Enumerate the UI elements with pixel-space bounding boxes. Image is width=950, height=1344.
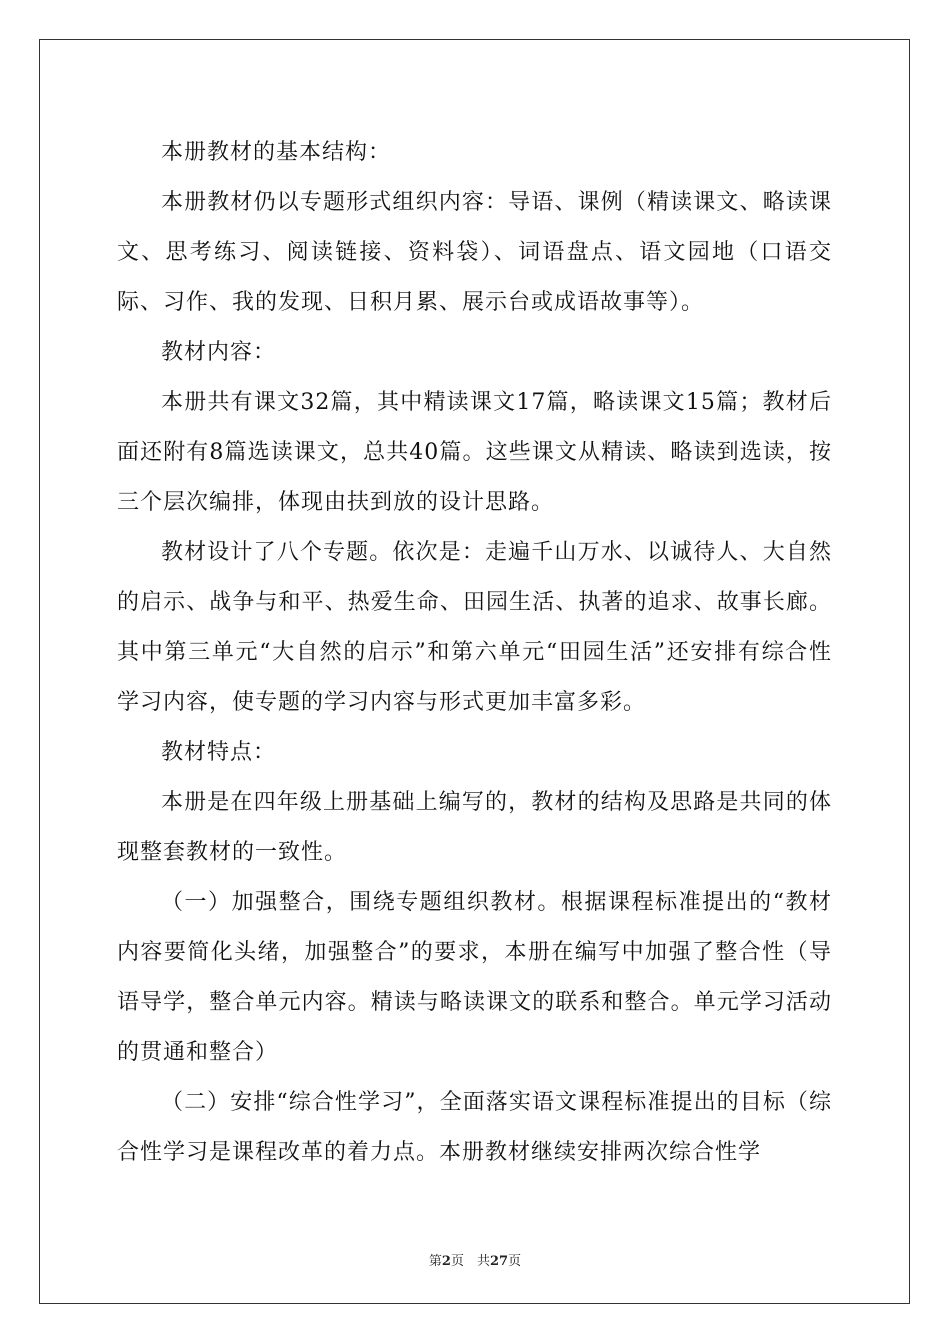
paragraph-comprehensive-learning: （二）安排“综合性学习”，全面落实语文课程标准提出的目标（综合性学习是课程改革的着力点。本册教材继续安排两次综合性学	[117, 1090, 832, 1165]
paragraph-features: 本册是在四年级上册基础上编写的，教材的结构及思路是共同的体现整套教材的一致性。	[117, 790, 832, 865]
footer-prefix: 第	[428, 1254, 442, 1269]
page-footer	[0, 1250, 950, 1269]
footer-page-total: 27	[489, 1254, 509, 1269]
paragraph-content-heading: 教材内容：	[161, 340, 277, 365]
footer-suffix: 页	[508, 1254, 522, 1269]
paragraph-structure-heading: 本册教材的基本结构：	[161, 140, 392, 165]
paragraph-topics: 教材设计了八个专题。依次是：走遍千山万水、以诚待人、大自然的启示、战争与和平、热爱生命、田园生活、执著的追求、故事长廊。其中第三单元“大自然的启示”和第六单元“田园生活”还安排有综合性学习内容，使专题的学习内容与形式更加丰富多彩。	[117, 540, 832, 715]
footer-middle: 页 共	[450, 1254, 490, 1269]
paragraph-content: 本册共有课文32篇，其中精读课文17篇，略读课文15篇；教材后面还附有8篇选读课文，总共40篇。这些课文从精读、略读到选读，按三个层次编排，体现由扶到放的设计思路。	[117, 390, 832, 515]
paragraph-structure: 本册教材仍以专题形式组织内容：导语、课例（精读课文、略读课文、思考练习、阅读链接、资料袋）、词语盘点、语文园地（口语交际、习作、我的发现、日积月累、展示台或成语故事等）。	[117, 190, 832, 315]
document-body	[117, 128, 832, 1178]
paragraph-integration: （一）加强整合，围绕专题组织教材。根据课程标准提出的“教材内容要简化头绪，加强整合”的要求，本册在编写中加强了整合性（导语导学，整合单元内容。精读与略读课文的联系和整合。单元学习活动的贯通和整合）	[117, 890, 832, 1065]
paragraph-features-heading: 教材特点：	[161, 740, 277, 765]
footer-page-number: 2	[441, 1254, 451, 1269]
